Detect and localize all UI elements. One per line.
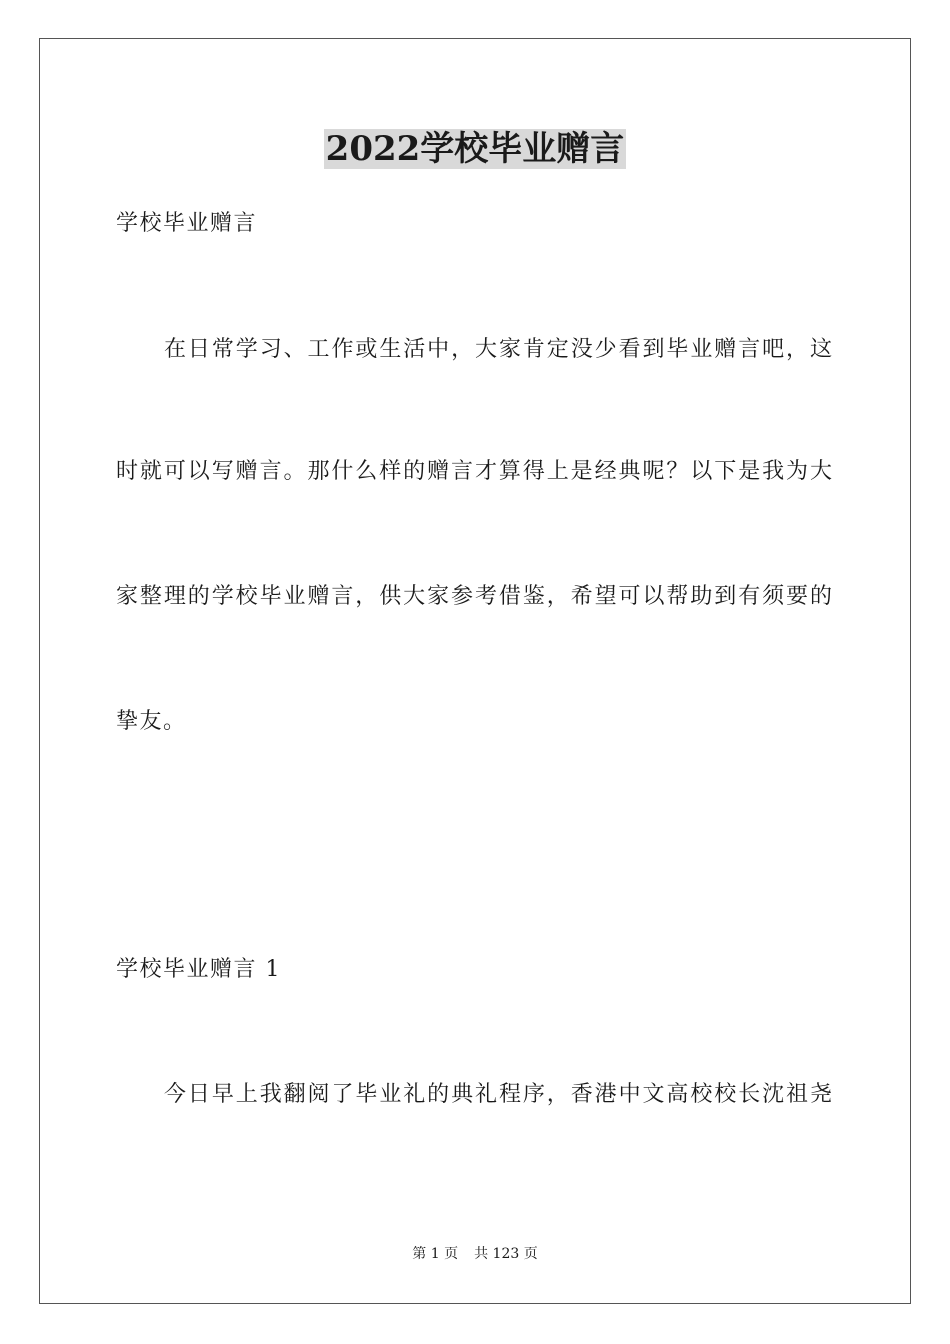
- page-total: 共 123 页: [474, 1246, 538, 1262]
- page-footer: [0, 1244, 950, 1264]
- intro-paragraph-line-3: 家整理的学校毕业赠言，供大家参考借鉴，希望可以帮助到有须要的: [116, 584, 832, 609]
- document-title: [0, 126, 950, 172]
- intro-paragraph-line-1: 在日常学习、工作或生活中，大家肯定没少看到毕业赠言吧，这: [164, 337, 832, 362]
- document-subtitle: 学校毕业赠言: [116, 211, 258, 236]
- page-number: 第 1 页: [412, 1246, 459, 1262]
- document-title-text: 2022学校毕业赠言: [325, 129, 625, 169]
- intro-paragraph-line-2: 时就可以写赠言。那什么样的赠言才算得上是经典呢？以下是我为大: [116, 459, 832, 484]
- intro-paragraph-line-4: 挚友。: [116, 709, 187, 734]
- section-paragraph-line-1: 今日早上我翻阅了毕业礼的典礼程序，香港中文高校校长沈祖尧: [164, 1082, 832, 1107]
- section-heading: 学校毕业赠言 1: [116, 957, 281, 982]
